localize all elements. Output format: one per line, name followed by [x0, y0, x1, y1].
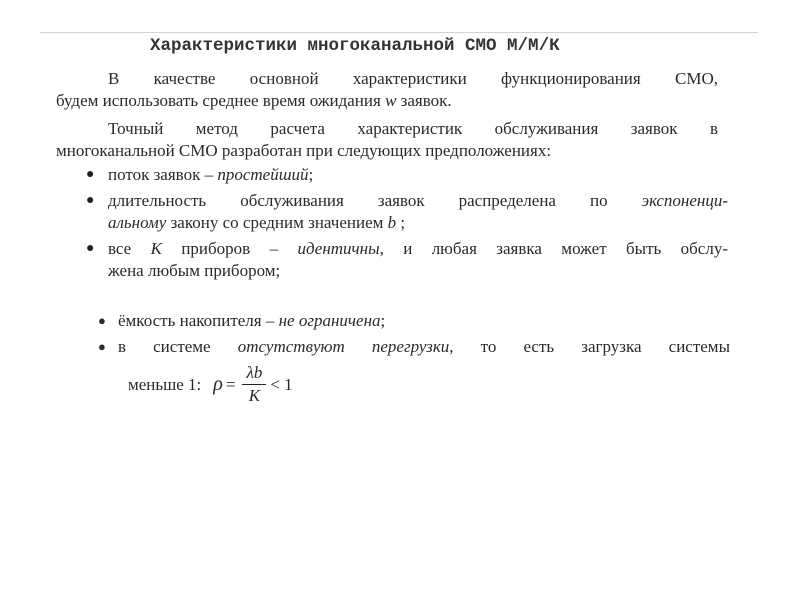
- text-fragment: длительность обслуживания заявок распределена по: [108, 191, 642, 210]
- paragraph-line: В качестве основной характеристики функционирования СМО,: [108, 69, 718, 88]
- text-fragment: , то есть загрузка системы: [449, 337, 730, 356]
- fraction-denominator: K: [248, 386, 261, 405]
- list-item: [86, 238, 728, 282]
- page-title: Характеристики многоканальной СМО М/М/К: [150, 36, 560, 56]
- text-fragment: будем использовать среднее время ожидания: [56, 91, 386, 110]
- paragraph-line: [56, 90, 718, 112]
- formula-rho: ρ: [213, 373, 223, 395]
- emphasis-text: отсутствуют перегрузки: [237, 337, 450, 356]
- emphasis-text: альному: [108, 213, 167, 232]
- top-divider: [40, 32, 758, 33]
- text-fragment: приборов –: [161, 239, 298, 258]
- list-item-text: [108, 238, 728, 260]
- list-item: [86, 190, 728, 234]
- paragraph-exact-method: [56, 118, 718, 162]
- list-item-text: жена любым прибором;: [108, 261, 281, 280]
- bullet-icon: ●: [86, 193, 95, 208]
- paragraph-line: многоканальной СМО разработан при следующих предположениях:: [56, 141, 552, 160]
- variable-w: w: [385, 91, 397, 110]
- bullet-icon: ●: [86, 167, 95, 182]
- emphasis-text: экспоненци-: [641, 191, 728, 210]
- bullet-icon: ●: [98, 313, 106, 328]
- text-fragment: ;: [380, 311, 386, 330]
- text-fragment: закону со средним значением: [166, 213, 388, 232]
- text-fragment: ёмкость накопителя –: [118, 311, 279, 330]
- list-item-text: [108, 190, 728, 212]
- formula-rhs: < 1: [270, 374, 293, 394]
- formula-fraction: [242, 362, 266, 407]
- text-fragment: ;: [396, 213, 406, 232]
- paragraph-line: Точный метод расчета характеристик обслуживания заявок в: [108, 119, 718, 138]
- list-item-text: [108, 212, 728, 234]
- bullet-icon: ●: [98, 339, 106, 354]
- variable-b: b: [387, 213, 397, 232]
- list-item-text: [108, 164, 728, 186]
- fraction-numerator: λb: [242, 362, 266, 385]
- formula-equals: =: [225, 374, 236, 394]
- formula-intro-text: меньше 1:: [128, 374, 202, 394]
- list-item-text: [118, 311, 385, 330]
- emphasis-text: простейший: [217, 165, 309, 184]
- load-formula: [128, 362, 293, 407]
- list-item: [98, 336, 730, 358]
- variable-k: K: [150, 239, 162, 258]
- paragraph-main-characteristic: [56, 68, 718, 112]
- text-fragment: заявок.: [396, 91, 452, 110]
- list-item: [86, 164, 728, 186]
- emphasis-text: не ограничена: [278, 311, 381, 330]
- text-fragment: , и любая заявка может быть обслу-: [379, 239, 728, 258]
- list-item: [98, 310, 730, 332]
- text-fragment: ;: [308, 165, 314, 184]
- bullet-icon: ●: [86, 241, 95, 256]
- emphasis-text: идентичны: [297, 239, 380, 258]
- text-fragment: в системе: [118, 337, 238, 356]
- list-item-text: [118, 336, 730, 358]
- text-fragment: все: [108, 239, 151, 258]
- text-fragment: поток заявок –: [108, 165, 218, 184]
